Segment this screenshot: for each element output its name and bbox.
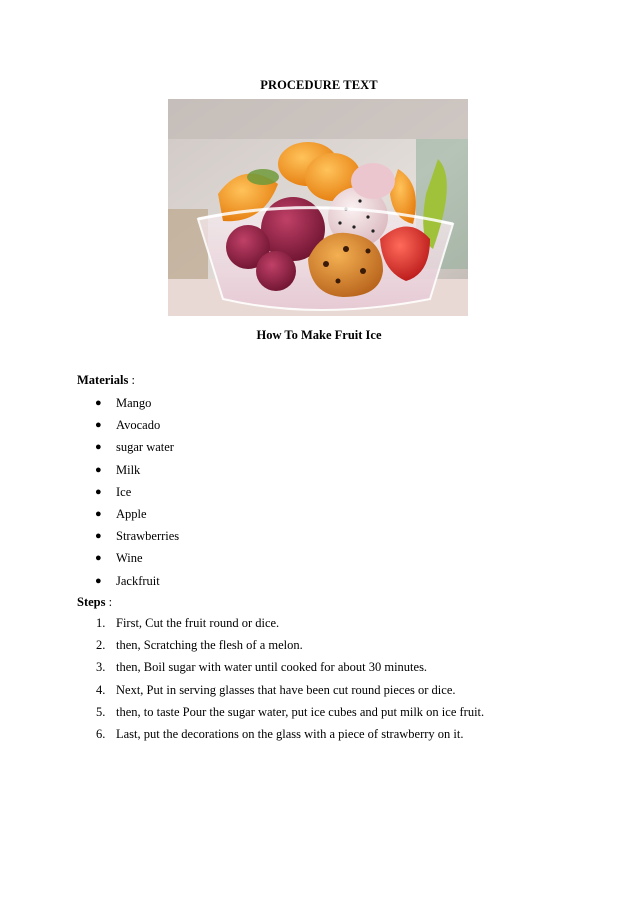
- list-item: [0, 701, 638, 723]
- list-item: [0, 503, 638, 525]
- material-label: sugar water: [116, 440, 174, 455]
- list-item: [0, 656, 638, 678]
- steps-heading-separator: :: [105, 595, 113, 609]
- materials-heading-label: Materials: [77, 373, 129, 387]
- bullet-icon: ●: [95, 530, 102, 543]
- steps-heading-label: Steps: [77, 595, 106, 609]
- list-item: [0, 392, 638, 414]
- list-item: [0, 723, 638, 745]
- list-item: [0, 547, 638, 569]
- bullet-icon: ●: [95, 441, 102, 454]
- material-label: Milk: [116, 462, 141, 477]
- materials-heading-separator: :: [128, 373, 135, 387]
- materials-heading: [77, 373, 135, 388]
- step-number: 1.: [96, 616, 106, 630]
- material-label: Apple: [116, 506, 147, 521]
- bullet-icon: ●: [95, 552, 102, 565]
- list-item: [0, 414, 638, 436]
- step-number: 4.: [96, 682, 106, 697]
- list-item: [0, 679, 638, 701]
- step-text: then, Scratching the flesh of a melon.: [116, 638, 303, 653]
- list-item: [0, 525, 638, 547]
- material-label: Avocado: [116, 418, 161, 433]
- list-item: [0, 436, 638, 458]
- step-text: then, Boil sugar with water until cooked for about 30 minutes.: [116, 660, 428, 675]
- fruit-ice-photo: [168, 99, 468, 316]
- bullet-icon: ●: [95, 463, 102, 476]
- step-number: 2.: [96, 638, 106, 653]
- material-label: Mango: [116, 396, 152, 410]
- bullet-icon: ●: [95, 574, 102, 587]
- material-label: Ice: [116, 484, 132, 499]
- step-number: 6.: [96, 726, 106, 741]
- steps-list: [0, 612, 638, 745]
- bullet-icon: ●: [95, 397, 102, 409]
- bullet-icon: ●: [95, 507, 102, 520]
- page-title: PROCEDURE TEXT: [260, 78, 378, 92]
- list-item: [0, 634, 638, 656]
- list-item: [0, 570, 638, 592]
- list-item: [0, 459, 638, 481]
- list-item: [0, 481, 638, 503]
- step-text: Last, put the decorations on the glass with a piece of strawberry on it.: [116, 726, 464, 741]
- material-label: Strawberries: [116, 529, 180, 544]
- recipe-title: How To Make Fruit Ice: [256, 328, 382, 342]
- steps-heading: [77, 595, 112, 610]
- step-text: First, Cut the fruit round or dice.: [116, 616, 280, 630]
- step-text: then, to taste Pour the sugar water, put ice cubes and put milk on ice fruit.: [116, 704, 485, 719]
- step-number: 5.: [96, 704, 106, 719]
- list-item: [0, 612, 638, 634]
- step-text: Next, Put in serving glasses that have been cut round pieces or dice.: [116, 682, 456, 697]
- step-number: 3.: [96, 660, 106, 675]
- materials-list: [0, 392, 638, 592]
- bullet-icon: ●: [95, 485, 102, 498]
- material-label: Wine: [116, 551, 143, 566]
- material-label: Jackfruit: [116, 573, 160, 588]
- bullet-icon: ●: [95, 419, 102, 432]
